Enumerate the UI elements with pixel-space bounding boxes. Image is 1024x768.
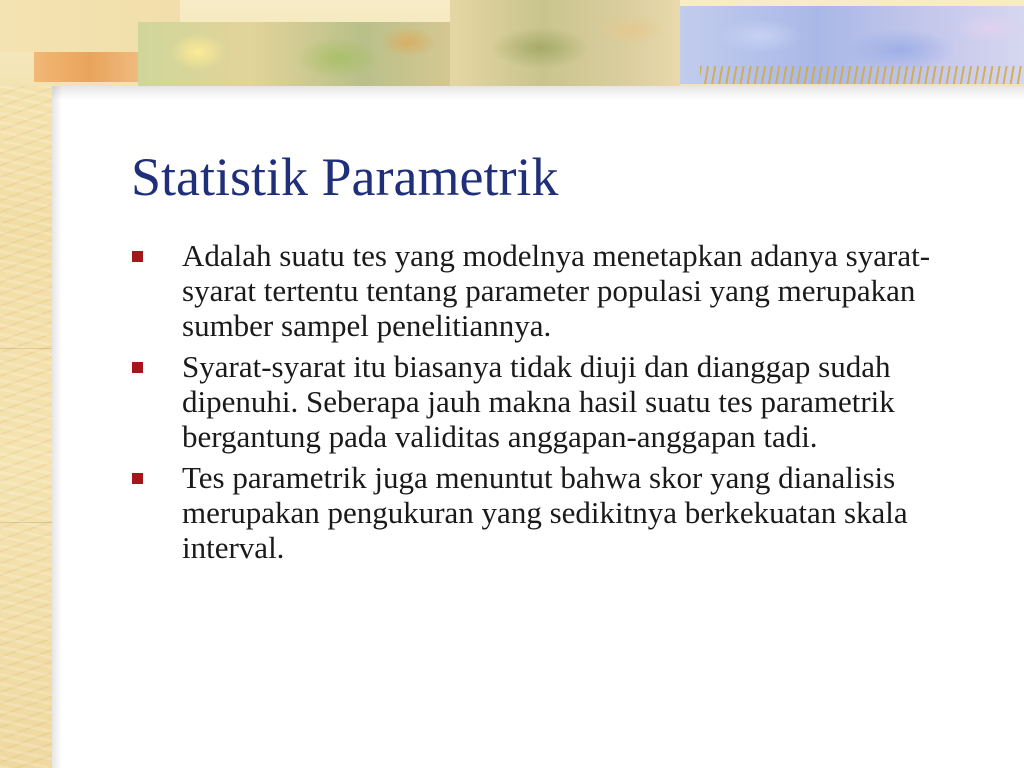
- red-square-bullet-icon: [132, 251, 143, 262]
- left-strip-shadow: [52, 86, 62, 768]
- bullet-text: Syarat-syarat itu biasanya tidak diuji dan dianggap sudah dipenuhi. Seberapa jauh makna hasil suatu tes parametrik bergantung pada validitas anggapan-anggapan tadi.: [182, 349, 895, 454]
- bullet-text: Adalah suatu tes yang modelnya menetapkan adanya syarat-syarat tertentu tentang parameter populasi yang merupakan sumber sampel penelitiannya.: [182, 238, 931, 343]
- red-square-bullet-icon: [132, 362, 143, 373]
- strip-seam: [0, 348, 52, 349]
- banner-grass-pattern: [700, 66, 1024, 84]
- slide-title: Statistik Parametrik: [131, 147, 559, 207]
- banner-foliage-image: [450, 0, 680, 86]
- strip-seam: [0, 522, 52, 523]
- red-square-bullet-icon: [132, 473, 143, 484]
- banner-leaf-image: [138, 22, 458, 86]
- bullet-list: [130, 238, 990, 571]
- bullet-item: [130, 460, 990, 565]
- bullet-item: [130, 349, 990, 454]
- bullet-text: Tes parametrik juga menuntut bahwa skor yang dianalisis merupakan pengukuran yang sedikitnya berkekuatan skala interval.: [182, 460, 908, 565]
- left-parchment-strip: [0, 0, 52, 768]
- bullet-item: [130, 238, 990, 343]
- decorative-header-banner: [0, 0, 1024, 86]
- banner-orange-tile: [34, 52, 146, 82]
- banner-shadow: [52, 86, 1024, 100]
